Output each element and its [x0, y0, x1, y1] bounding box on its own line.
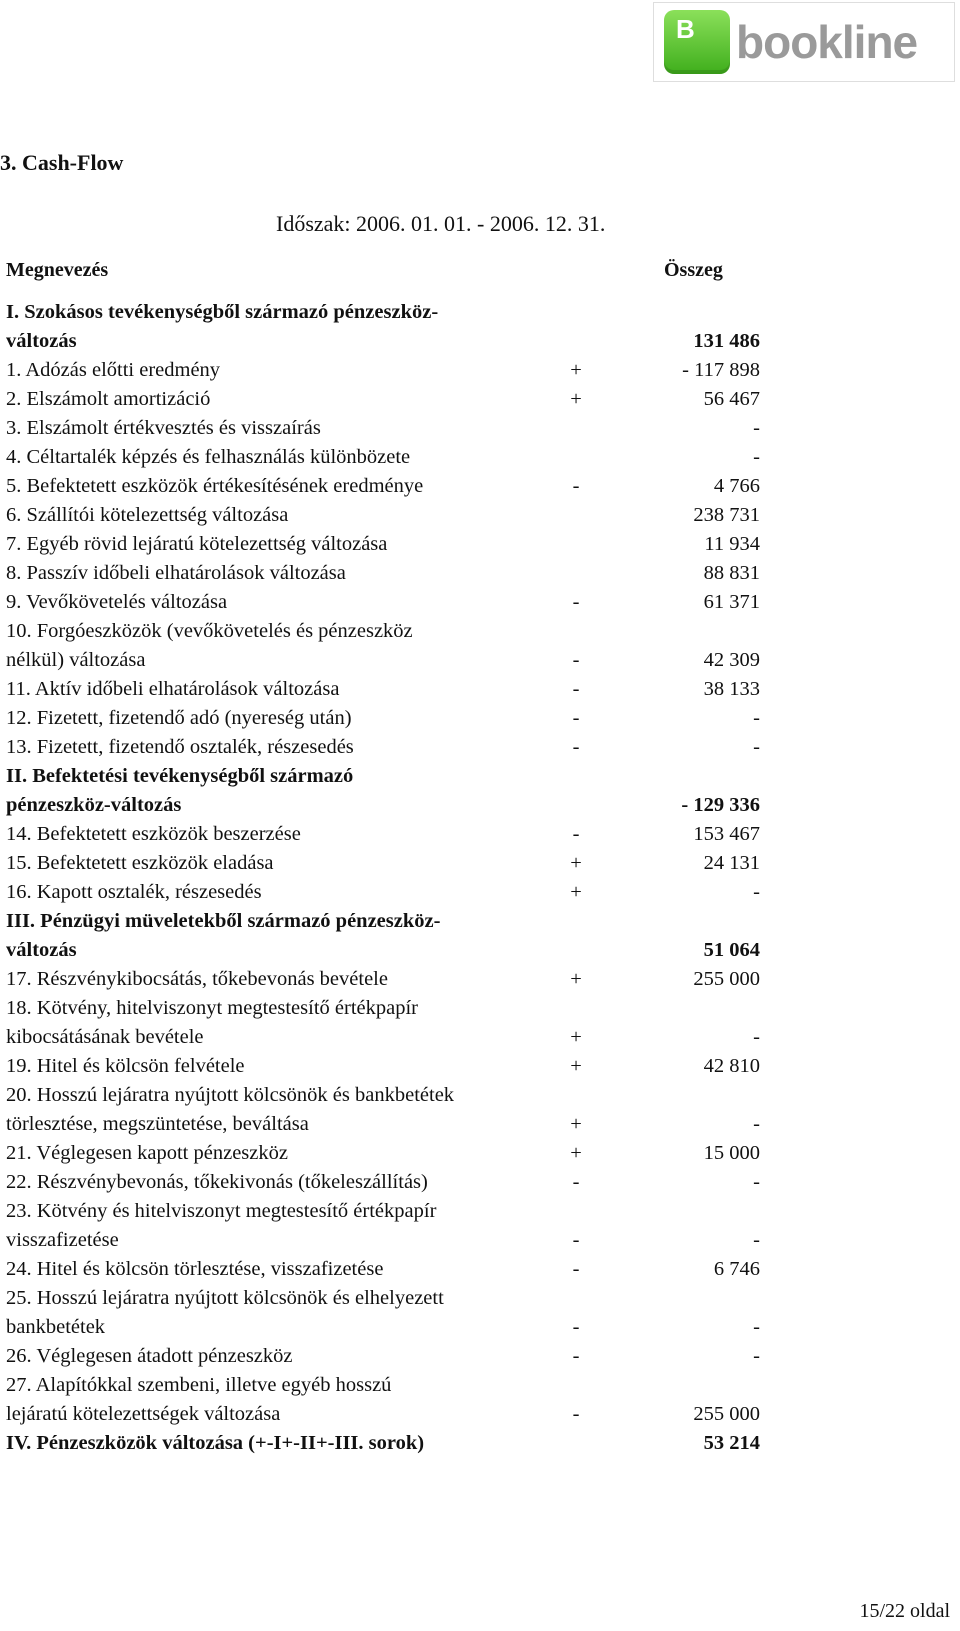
row-amount: -: [753, 1171, 760, 1193]
row-label: [6, 443, 566, 472]
table-row: [6, 1255, 946, 1284]
row-amount: 24 131: [703, 852, 760, 874]
row-label: [6, 1342, 566, 1371]
row-label: [6, 501, 566, 530]
logo-badge-icon: [664, 10, 730, 74]
table-row: [6, 356, 946, 385]
row-amount: - 117 898: [682, 359, 760, 381]
row-amount: 42 810: [703, 1055, 760, 1077]
table-row: [6, 878, 946, 907]
row-amount: 11 934: [704, 533, 760, 555]
row-label-line: 2. Elszámolt amortizáció: [6, 388, 211, 410]
row-amount: -: [753, 1113, 760, 1135]
row-label-line: pénzeszköz-változás: [6, 794, 182, 816]
section-row: [6, 1429, 946, 1458]
row-label: [6, 530, 566, 559]
row-label-line: nélkül) változása: [6, 649, 146, 671]
row-amount: -: [753, 417, 760, 439]
row-label: [6, 617, 566, 675]
row-sign: -: [572, 1345, 580, 1367]
cashflow-table: [6, 298, 946, 1458]
table-row: [6, 530, 946, 559]
row-label-line: 10. Forgóeszközök (vevőkövetelés és pénzeszköz: [6, 620, 413, 642]
row-label-line: lejáratú kötelezettségek változása: [6, 1403, 281, 1425]
row-label-line: 16. Kapott osztalék, részesedés: [6, 881, 262, 903]
row-label-line: 13. Fizetett, fizetendő osztalék, részesedés: [6, 736, 354, 758]
row-label-line: 26. Véglegesen átadott pénzeszköz: [6, 1345, 293, 1367]
row-label-line: 23. Kötvény és hitelviszonyt megtestesítő értékpapír: [6, 1200, 437, 1222]
row-label-line: 12. Fizetett, fizetendő adó (nyereség után): [6, 707, 352, 729]
row-label-line: 25. Hosszú lejáratra nyújtott kölcsönök és elhelyezett: [6, 1287, 444, 1309]
row-label-line: I. Szokásos tevékenységből származó pénzeszköz-: [6, 301, 439, 323]
row-label-line: 14. Befektetett eszközök beszerzése: [6, 823, 301, 845]
table-row: [6, 1168, 946, 1197]
row-sign: -: [572, 1403, 580, 1425]
row-amount: 255 000: [693, 1403, 760, 1425]
row-sign: +: [570, 359, 582, 381]
row-label-line: 11. Aktív időbeli elhatárolások változása: [6, 678, 340, 700]
row-sign: -: [572, 1171, 580, 1193]
table-row: [6, 588, 946, 617]
table-row: [6, 849, 946, 878]
row-label: [6, 704, 566, 733]
row-label: [6, 1197, 566, 1255]
row-label: [6, 994, 566, 1052]
row-sign: -: [572, 707, 580, 729]
row-amount: 255 000: [693, 968, 760, 990]
column-header-name: Megnevezés: [6, 259, 109, 281]
row-label: [6, 414, 566, 443]
row-amount: -: [753, 1345, 760, 1367]
row-amount: -: [753, 446, 760, 468]
row-amount: - 129 336: [681, 794, 760, 816]
row-label: [6, 1284, 566, 1342]
column-header-amount: Összeg: [664, 259, 723, 281]
row-label: [6, 559, 566, 588]
row-sign: +: [570, 388, 582, 410]
row-sign: +: [570, 1142, 582, 1164]
row-amount: 6 746: [713, 1258, 760, 1280]
bookline-logo[interactable]: [653, 2, 955, 82]
table-row: [6, 1139, 946, 1168]
row-amount: -: [753, 736, 760, 758]
row-amount: -: [753, 1026, 760, 1048]
table-row: [6, 994, 946, 1052]
row-label: [6, 472, 566, 501]
row-label-line: 24. Hitel és kölcsön törlesztése, visszafizetése: [6, 1258, 384, 1280]
row-amount: 238 731: [693, 504, 760, 526]
table-row: [6, 443, 946, 472]
row-sign: -: [572, 1229, 580, 1251]
row-sign: -: [572, 591, 580, 613]
row-label: [6, 1052, 566, 1081]
row-amount: 53 214: [703, 1432, 760, 1454]
row-sign: +: [570, 1055, 582, 1077]
row-label: [6, 1255, 566, 1284]
row-label: [6, 1139, 566, 1168]
row-label-line: 17. Részvénykibocsátás, tőkebevonás bevétele: [6, 968, 388, 990]
row-amount: -: [753, 1316, 760, 1338]
row-label-line: 5. Befektetett eszközök értékesítésének eredménye: [6, 475, 424, 497]
logo-text: bookline: [736, 16, 918, 68]
row-label-line: II. Befektetési tevékenységből származó: [6, 765, 354, 787]
row-label: [6, 385, 566, 414]
row-label-line: 20. Hosszú lejáratra nyújtott kölcsönök és bankbetétek: [6, 1084, 455, 1106]
row-label: [6, 878, 566, 907]
row-label-line: 6. Szállítói kötelezettség változása: [6, 504, 289, 526]
row-label-line: törlesztése, megszüntetése, beváltása: [6, 1113, 309, 1135]
row-label-line: visszafizetése: [6, 1229, 119, 1251]
logo-badge-letter: B: [676, 14, 695, 44]
row-amount: -: [753, 881, 760, 903]
row-label-line: 18. Kötvény, hitelviszonyt megtestesítő értékpapír: [6, 997, 418, 1019]
row-amount: 131 486: [693, 330, 760, 352]
row-label-line: 4. Céltartalék képzés és felhasználás különbözete: [6, 446, 411, 468]
table-row: [6, 617, 946, 675]
row-sign: +: [570, 968, 582, 990]
row-sign: -: [572, 678, 580, 700]
row-label: [6, 849, 566, 878]
table-row: [6, 559, 946, 588]
row-amount: 4 766: [713, 475, 760, 497]
table-row: [6, 1342, 946, 1371]
table-row: [6, 472, 946, 501]
row-sign: +: [570, 852, 582, 874]
table-row: [6, 820, 946, 849]
row-label: [6, 588, 566, 617]
row-label-line: 3. Elszámolt értékvesztés és visszaírás: [6, 417, 321, 439]
row-sign: +: [570, 881, 582, 903]
row-sign: +: [570, 1113, 582, 1135]
page-title: 3. Cash-Flow: [0, 150, 124, 175]
row-label: [6, 820, 566, 849]
row-label: [6, 762, 566, 820]
row-label: [6, 965, 566, 994]
row-label-line: 9. Vevőkövetelés változása: [6, 591, 228, 613]
section-row: [6, 298, 946, 356]
row-label-line: 8. Passzív időbeli elhatárolások változása: [6, 562, 346, 584]
row-label: [6, 907, 566, 965]
table-row: [6, 704, 946, 733]
row-label: [6, 1429, 566, 1458]
table-row: [6, 1052, 946, 1081]
row-label-line: 21. Véglegesen kapott pénzeszköz: [6, 1142, 288, 1164]
section-row: [6, 907, 946, 965]
row-amount: 61 371: [703, 591, 760, 613]
table-row: [6, 1081, 946, 1139]
row-label-line: változás: [6, 330, 77, 352]
row-amount: 153 467: [693, 823, 760, 845]
row-label: [6, 298, 566, 356]
row-label: [6, 1081, 566, 1139]
row-amount: 51 064: [703, 939, 760, 961]
row-amount: -: [753, 707, 760, 729]
row-amount: 42 309: [703, 649, 760, 671]
row-label: [6, 1371, 566, 1429]
row-label: [6, 1168, 566, 1197]
table-row: [6, 1371, 946, 1429]
row-amount: 56 467: [703, 388, 760, 410]
row-sign: -: [572, 1258, 580, 1280]
table-row: [6, 675, 946, 704]
row-label-line: változás: [6, 939, 77, 961]
row-label-line: 27. Alapítókkal szembeni, illetve egyéb hosszú: [6, 1374, 392, 1396]
table-row: [6, 385, 946, 414]
table-row: [6, 414, 946, 443]
row-amount: -: [753, 1229, 760, 1251]
row-sign: -: [572, 1316, 580, 1338]
row-amount: 88 831: [703, 562, 760, 584]
row-label-line: kibocsátásának bevétele: [6, 1026, 204, 1048]
row-label-line: bankbetétek: [6, 1316, 106, 1338]
row-sign: -: [572, 823, 580, 845]
row-sign: +: [570, 1026, 582, 1048]
row-label-line: IV. Pénzeszközök változása (+-I+-II+-III. sorok): [6, 1432, 425, 1454]
row-label-line: 19. Hitel és kölcsön felvétele: [6, 1055, 245, 1077]
section-row: [6, 762, 946, 820]
period-label: Időszak: 2006. 01. 01. - 2006. 12. 31.: [276, 211, 606, 236]
row-label: [6, 733, 566, 762]
row-label: [6, 675, 566, 704]
table-row: [6, 501, 946, 530]
row-label: [6, 356, 566, 385]
row-label-line: 22. Részvénybevonás, tőkekivonás (tőkeleszállítás): [6, 1171, 428, 1193]
row-label-line: 1. Adózás előtti eredmény: [6, 359, 221, 381]
row-sign: -: [572, 475, 580, 497]
row-label-line: 7. Egyéb rövid lejáratú kötelezettség változása: [6, 533, 388, 555]
row-sign: -: [572, 736, 580, 758]
row-label-line: 15. Befektetett eszközök eladása: [6, 852, 274, 874]
row-amount: 15 000: [703, 1142, 760, 1164]
table-row: [6, 1284, 946, 1342]
table-row: [6, 965, 946, 994]
row-label-line: III. Pénzügyi müveletekből származó pénzeszköz-: [6, 910, 441, 932]
page-number: 15/22 oldal: [859, 1600, 950, 1622]
table-row: [6, 733, 946, 762]
row-sign: -: [572, 649, 580, 671]
row-amount: 38 133: [703, 678, 760, 700]
table-row: [6, 1197, 946, 1255]
